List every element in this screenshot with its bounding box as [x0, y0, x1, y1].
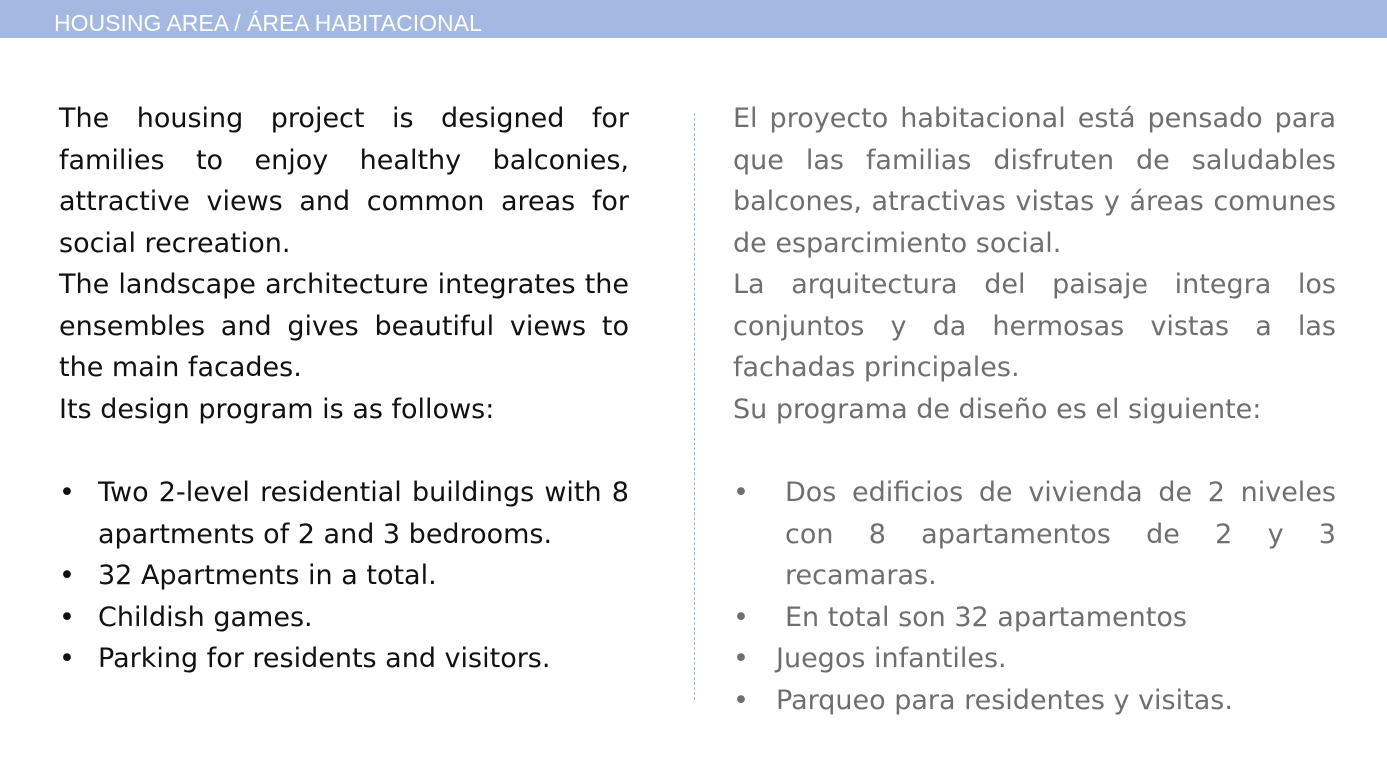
english-paragraph-3: Its design program is as follows:: [59, 393, 495, 425]
spanish-spacer: [733, 430, 1336, 472]
spanish-column: [733, 98, 1336, 721]
bullet-icon: •: [59, 560, 75, 591]
list-item: [59, 638, 629, 680]
bullet-icon: •: [59, 477, 75, 508]
list-item: [733, 597, 1336, 639]
list-item-text: Two 2-level residential buildings with 8 apartments of 2 and 3 bedrooms.: [98, 477, 629, 550]
list-item: [59, 597, 629, 639]
spanish-paragraph-2: La arquitectura del paisaje integra los conjuntos y da hermosas vistas a las fachadas principales.: [733, 269, 1336, 383]
bullet-icon: •: [59, 643, 75, 674]
english-column: [59, 98, 629, 680]
english-paragraph-1: The housing project is designed for families to enjoy healthy balconies, attractive views and common areas for social recreation.: [59, 103, 629, 259]
english-paragraph-2: The landscape architecture integrates the ensembles and gives beautiful views to the main facades.: [59, 269, 629, 383]
header-bar: [0, 0, 1387, 38]
bullet-icon: •: [59, 601, 75, 633]
bullet-icon: •: [733, 477, 749, 508]
list-item: [59, 472, 629, 555]
english-bullet-list: [59, 472, 629, 680]
spanish-paragraph-3: Su programa de diseño es el siguiente:: [733, 393, 1262, 425]
spanish-bullet-list: [733, 472, 1336, 721]
list-item-text: En total son 32 apartamentos: [785, 601, 1187, 633]
spanish-paragraph-1: El proyecto habitacional está pensado para que las familias disfruten de saludables balcones, atractivas vistas y áreas comunes de esparcimiento social.: [733, 103, 1336, 259]
list-item-text: 32 Apartments in a total.: [98, 560, 437, 591]
list-item-text: Childish games.: [98, 601, 313, 633]
list-item: [733, 638, 1336, 680]
bullet-icon: •: [733, 643, 749, 674]
english-spacer: [59, 430, 629, 472]
bullet-icon: •: [733, 601, 749, 633]
bullet-icon: •: [733, 684, 749, 716]
list-item-text: Parking for residents and visitors.: [98, 643, 551, 674]
list-item: [733, 472, 1336, 597]
list-item-text: Parqueo para residentes y visitas.: [776, 684, 1233, 716]
column-divider: [694, 113, 695, 700]
list-item-text: Juegos infantiles.: [776, 643, 1007, 674]
list-item-text: Dos edificios de vivienda de 2 niveles con 8 apartamentos de 2 y 3 recamaras.: [785, 477, 1336, 591]
list-item: [733, 680, 1336, 722]
page-title: HOUSING AREA / ÁREA HABITACIONAL: [54, 10, 482, 36]
list-item: [59, 555, 629, 597]
